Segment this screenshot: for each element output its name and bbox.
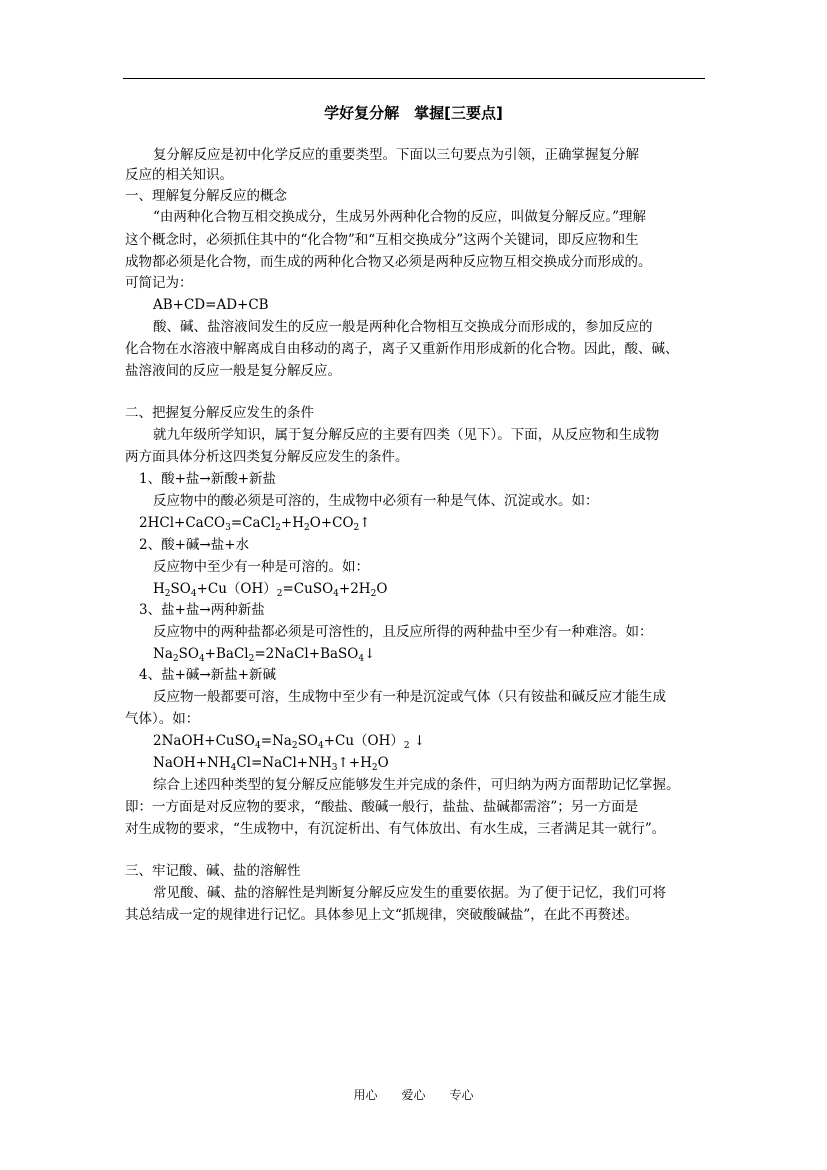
paragraph-line: 复分解反应是初中化学反应的重要类型。下面以三句要点为引领，正确掌握复分解: [153, 147, 639, 163]
equation-text: =Na: [260, 733, 292, 749]
equation-text: =2NaCl+BaSO: [254, 646, 359, 662]
equation-line: [139, 513, 371, 533]
equation-line: [153, 753, 389, 773]
paragraph-line: 反应的相关知识。: [125, 167, 233, 183]
equation-subscript: 4: [198, 654, 205, 664]
equation-line: [153, 579, 387, 599]
equation-subscript: 2: [403, 741, 410, 751]
page-title: 学好复分解 掌握[三要点]: [324, 104, 503, 122]
equation-text: O: [377, 755, 389, 771]
list-item-heading: 2、酸+碱→盐+水: [139, 537, 250, 553]
paragraph-line: 对生成物的要求，“生成物中，有沉淀析出、有气体放出、有水生成，三者满足其一就行”。: [125, 821, 666, 837]
equation-text: SO: [170, 581, 191, 597]
paragraph-line: 两方面具体分析这四类复分解反应发生的条件。: [125, 449, 409, 465]
equation-subscript: 3: [331, 763, 338, 773]
header-rule: [123, 78, 705, 79]
equation-subscript: 2: [371, 763, 378, 773]
paragraph-line: 反应物一般都要可溶，生成物中至少有一种是沉淀或气体（只有铵盐和碱反应才能生成: [153, 689, 666, 705]
equation-text: O: [376, 581, 388, 597]
equation-text: +Cu（OH）: [196, 581, 277, 597]
equation-text: ↑+H: [337, 755, 372, 771]
equation-subscript: 2: [276, 589, 283, 599]
equation-subscript: 4: [317, 741, 324, 751]
equation-text: ↑: [359, 515, 371, 531]
equation-text: 2NaOH+CuSO: [153, 733, 255, 749]
equation-text: 2HCl+CaCO: [139, 515, 226, 531]
paragraph-line: 气体）。如：: [125, 711, 200, 727]
equation-subscript: 3: [225, 523, 231, 533]
section-heading-2: 二、把握复分解反应发生的条件: [125, 405, 314, 421]
equation-line: [153, 644, 375, 664]
equation-text: NaOH+NH: [153, 755, 231, 771]
equation-subscript: 2: [248, 654, 255, 664]
paragraph-line: 常见酸、碱、盐的溶解性是判断复分解反应发生的重要依据。为了便于记忆，我们可将: [153, 885, 666, 901]
equation-text: Cl=NaCl+NH: [236, 755, 332, 771]
equation-text: +H: [280, 515, 305, 531]
list-item-heading: 3、盐+盐→两种新盐: [139, 602, 265, 618]
equation-subscript: 4: [358, 654, 365, 664]
section-heading-3: 三、牢记酸、碱、盐的溶解性: [125, 863, 301, 879]
paragraph-line: 综合上述四种类型的复分解反应能够发生并完成的条件，可归纳为两方面帮助记忆掌握。: [153, 777, 680, 793]
equation-text: =CuSO: [282, 581, 334, 597]
equation-text: ↓: [364, 646, 376, 662]
paragraph-line: 盐溶液间的反应一般是复分解反应。: [125, 363, 341, 379]
equation-text: Na: [153, 646, 173, 662]
equation-subscript: 4: [333, 589, 339, 599]
equation-subscript: 4: [190, 589, 197, 599]
page-footer: 用心 爱心 专心: [353, 1088, 474, 1102]
equation-line: [153, 731, 425, 751]
equation-text: H: [153, 581, 165, 597]
list-item-heading: 1、酸+盐→新酸+新盐: [139, 471, 277, 487]
equation-text: =CaCl: [230, 515, 276, 531]
paragraph-line: 其总结成一定的规律进行记忆。具体参见上文“抓规律，突破酸碱盐”，在此不再赘述。: [125, 907, 639, 923]
equation-subscript: 2: [304, 523, 310, 533]
paragraph-line: 就九年级所学知识，属于复分解反应的主要有四类（见下）。下面，从反应物和生成物: [153, 427, 660, 443]
paragraph-line: 反应物中的酸必须是可溶的，生成物中必须有一种是气体、沉淀或水。如：: [153, 493, 599, 509]
equation-text: +2H: [338, 581, 371, 597]
paragraph-line: 反应物中的两种盐都必须是可溶性的，且反应所得的两种盐中至少有一种难溶。如：: [153, 624, 653, 640]
equation-subscript: 2: [275, 523, 281, 533]
paragraph-line: 酸、碱、盐溶液间发生的反应一般是两种化合物相互交换成分而形成的，参加反应的: [153, 319, 653, 335]
equation-text: SO: [178, 646, 199, 662]
paragraph-line: 反应物中至少有一种是可溶的。如：: [153, 559, 369, 575]
equation-text: O+CO: [309, 515, 354, 531]
equation-subscript: 2: [172, 654, 179, 664]
equation-subscript: 4: [230, 763, 237, 773]
equation-subscript: 2: [370, 589, 377, 599]
equation-text: +BaCl: [204, 646, 249, 662]
paragraph-line: 成物都必须是化合物，而生成的两种化合物又必须是两种反应物互相交换成分而形成的。: [125, 254, 652, 270]
paragraph-line: 化合物在水溶液中解离成自由移动的离子，离子又重新作用形成新的化合物。因此，酸、碱、: [125, 341, 679, 357]
paragraph-line: 这个概念时，必须抓住其中的“化合物”和“互相交换成分”这两个关键词，即反应物和生: [125, 232, 639, 248]
equation-subscript: 2: [291, 741, 298, 751]
paragraph-line: 即：一方面是对反应物的要求，“酸盐、酸碱一般行，盐盐、盐碱都需溶”；另一方面是: [125, 799, 639, 815]
list-item-heading: 4、盐+碱→新盐+新碱: [139, 667, 277, 683]
paragraph-line: “由两种化合物互相交换成分，生成另外两种化合物的反应，叫做复分解反应。”理解: [153, 209, 647, 225]
equation-subscript: 4: [254, 741, 261, 751]
equation-text: +Cu（OH）: [323, 733, 404, 749]
equation-text: SO: [297, 733, 318, 749]
paragraph-line: 可简记为：: [125, 275, 193, 291]
formula-line: AB+CD=AD+CB: [153, 297, 269, 313]
equation-subscript: 2: [353, 523, 360, 533]
section-heading-1: 一、理解复分解反应的概念: [125, 188, 287, 204]
equation-text: ↓: [409, 733, 426, 749]
equation-subscript: 2: [164, 589, 171, 599]
